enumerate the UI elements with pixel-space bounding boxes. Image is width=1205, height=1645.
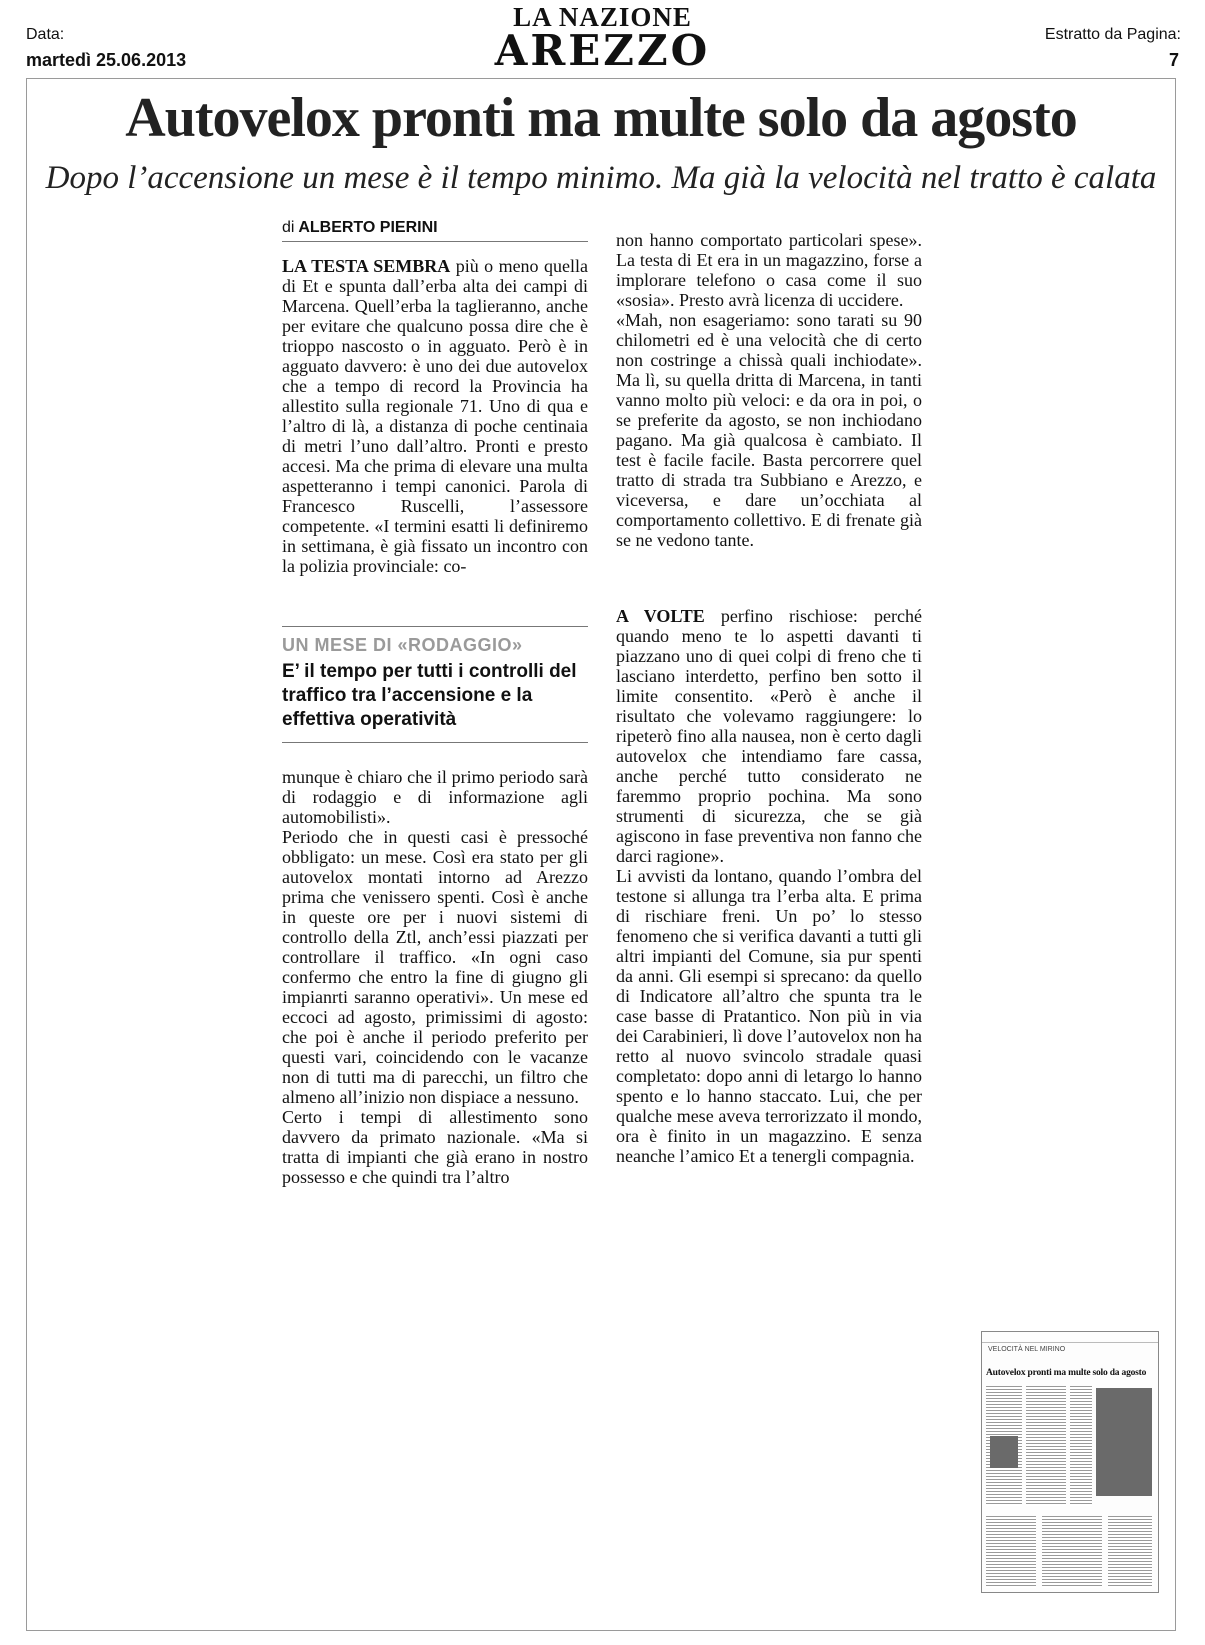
thumbnail-photo [1096,1388,1152,1496]
paragraph: non hanno comportato particolari spese». La testa di Et era in un magazzino, forse a implorare telefono o casa come il suo «sosia». Presto avrà licenza di uccidere. [616,230,922,310]
thumbnail-text-block [1070,1386,1092,1506]
thumbnail-headline: Autovelox pronti ma multe solo da agosto [986,1368,1147,1378]
masthead-edition: AREZZO [494,26,711,75]
paragraph: munque è chiaro che il primo periodo sarà di rodaggio e di informazione agli automobilisti». [282,767,588,827]
lead-in: A VOLTE [616,606,705,626]
thumbnail-header-strip [982,1332,1158,1343]
thumbnail-text-block [1042,1516,1102,1588]
paragraph-text: più o meno quella di Et e spunta dall’erba alta dei campi di Marcena. Quell’erba la taglieranno, anche per evitare che qualcuno possa dire che è trioppo nascosto o in agguato. Però è in agguato davvero: è uno dei due autovelox che a tempo di record la Provincia ha allestito sulla regionale 71. Uno di qua e l’altro di là, a distanza di poche centinaia di metri l’uno dall’altro. Pronti e presto accesi. Ma che prima di elevare una multa aspetteranno i tempi canonici. Parola di Francesco Ruscelli, l’assessore competente. «I termini esatti li definiremo in settimana, è già fissato un incontro con la polizia provinciale: co- [282,256,588,576]
thumbnail-text-block [1108,1516,1152,1588]
byline [282,219,588,242]
thumbnail-section-label: VELOCITÀ NEL MIRINO [988,1346,1066,1353]
paragraph [282,256,588,576]
thumbnail-photo [990,1436,1018,1468]
paragraph: Periodo che in questi casi è pressoché obbligato: un mese. Così era stato per gli autovelox montati intorno ad Arezzo prima che venissero spenti. Così è anche in queste ore per i nuovi sistemi di controllo della Ztl, anch’essi piazzati per controllare il traffico. «In ogni caso confermo che entro la fine di giugno gli impianrti saranno operativi». Un mese ed eccoci ad agosto, primissimi di agosto: che poi è anche il periodo preferito per questi vari, coincidendo con le vacanze non di tutti ma di parecchi, un filtro che almeno all’inizio non dispiace a nessuno. [282,827,588,1107]
date-label: Data: [26,26,65,43]
page-number: 7 [1168,50,1179,70]
thumbnail-text-block [986,1516,1036,1588]
masthead-newspaper: LA NAZIONE [513,2,692,32]
column-2-bottom [616,606,922,1166]
paragraph-text: perfino rischiose: perché quando meno te lo aspetti davanti ti piazzano uno di quei colpi di freno che ti lasciano interdetto, perfino ben sotto il limite consentito. «Però è anche il risultato che volevamo raggiungere: lo ripeterò fino alla nausea, non è certo dagli autovelox che intendiamo fare cassa, anche perché tutto considerato ne faremmo proprio pochina. Ma sono strumenti di sicurezza, che se già agiscono in fase preventiva non fanno che darci ragione». [616,606,922,866]
lead-in: LA TESTA SEMBRA [282,256,451,276]
thumbnail-text-block [1026,1386,1066,1506]
pull-quote [282,626,588,743]
column-1-bottom [282,767,588,1187]
column-1-top [282,256,588,576]
paragraph [616,606,922,866]
paragraph: «Mah, non esageriamo: sono tarati su 90 chilometri ed è una velocità che di certo non costringe a chissà quali inchiodate». Ma lì, su quella dritta di Marcena, in tanti vanno molto più veloci: e da ora in poi, o se preferite da agosto, se non inchiodano pagano. Ma già qualcosa è cambiato. Il test è facile facile. Basta percorrere quel tratto di strada tra Subbiano e Arezzo, e viceversa, e dare un’occhiata al comportamento collettivo. E di frenate già se ne vedono tante. [616,310,922,550]
page-label: Estratto da Pagina: [1044,26,1181,43]
byline-prefix: di [282,219,295,236]
column-2-top [616,230,922,550]
page-thumbnail [981,1331,1159,1593]
pull-quote-text: E’ il tempo per tutti i controlli del traffico tra l’accensione e la effettiva operatività [282,661,577,730]
byline-author: ALBERTO PIERINI [298,219,438,236]
paragraph: Certo i tempi di allestimento sono davvero da primato nazionale. «Ma si tratta di impianti che già erano in nostro possesso e che quindi tra l’altro [282,1107,588,1187]
date-value: martedì 25.06.2013 [26,50,187,70]
article-subheadline: Dopo l’accensione un mese è il tempo minimo. Ma già la velocità nel tratto è calata [45,160,1157,196]
article-headline: Autovelox pronti ma multe solo da agosto [125,87,1077,149]
paragraph: Li avvisti da lontano, quando l’ombra del testone si allunga tra l’erba alta. E prima di rischiare freni. Un po’ lo stesso fenomeno che si verifica davanti a tutti gli altri impianti del Comune, sia pur spenti da anni. Gli esempi si sprecano: da quello di Indicatore all’altro che spunta tra le case basse di Pratantico. Non più in via dei Carabinieri, lì dove l’autovelox non ha retto al nuovo svincolo stradale quasi completato: dopo anni di letargo lo hanno spento e lo hanno staccato. Lui, che per qualche mese aveva terrorizzato il mondo, ora è finito in un magazzino. E senza neanche l’amico Et a tenergli compagnia. [616,866,922,1166]
pull-quote-kicker: UN MESE DI «RODAGGIO» [282,635,523,655]
